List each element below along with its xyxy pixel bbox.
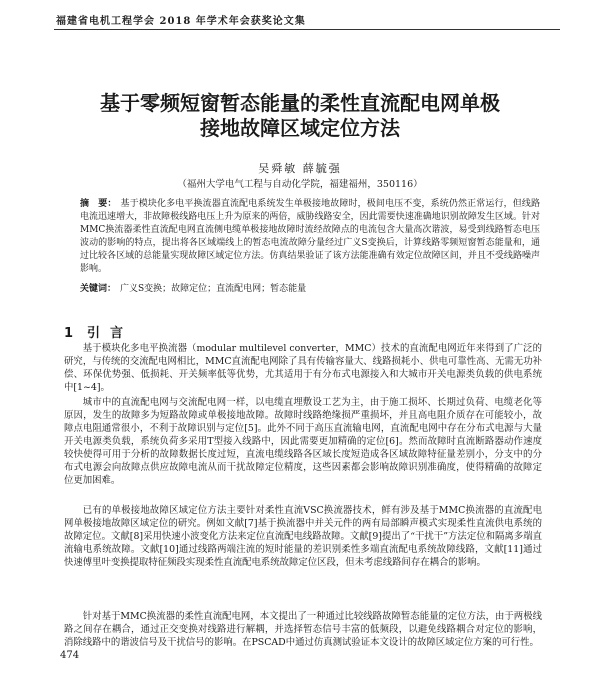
affiliation: （福州大学电气工程与自动化学院，福建福州，350116） (177, 179, 423, 190)
body-paragraph-3: 已有的单极接地故障区域定位方法主要针对柔性直流VSC换流器技术，鲜有涉及基于MMC换流器的直流配电网单极接地故障区域定位的研究。例如文献[7]基于换流器中并关元件的两有局部瞬声模式实现柔性直流供电系统的故障定位。文献[8]采用快速小波变化方法来定位直流配电线路故障。文献[9]提出了“干扰干”方法定位和隔离多端直流输电系统故障。文献[10]通过线路两端注流的短时能量的差识别柔性多端直流配电系统故障线路，文献[11]通过快速傅里叶变换提取特征频段实现柔性直流配电系统故障定位区段，但未考虑线路间存在耦合的影响。 (64, 505, 542, 568)
title-line-1: 基于零频短窗暂态能量的柔性直流配电网单极 (100, 91, 500, 115)
body-paragraph-1: 基于模块化多电平换流器（modular multilevel converter，MMC）技术的直流配电网近年来得到了广泛的研究，与传统的交流配电网相比，MMC直流配电网除了具有传输容量大、线路损耗小、供电可靠性高、无需无功补偿、环保优势强、低损耗、开关频率低等优势，尤其适用于有分布式电源接入和大城市开关电源类负载的供电系统中[1~4]。 (64, 343, 542, 393)
section-title: 引言 (87, 326, 134, 341)
running-header: 福建省电机工程学会 2018 年学术年会获奖论文集 (56, 16, 306, 27)
keywords (80, 283, 540, 295)
page-number: 474 (60, 650, 80, 661)
title-line-2: 接地故障区域定位方法 (200, 116, 400, 140)
paper-title (0, 91, 600, 141)
abstract-label: 摘 要： (80, 199, 117, 209)
body-paragraph-2: 城市中的直流配电网与交流配电网一样，以电缆直埋敷设工艺为主，由于施工损坏、长期过负荷、电缆老化等原因，发生的故障多为短路故障或单极接地故障。故障时线路绝缘损严重损坏，并且高电阻介质存在可能较小，故障点电阻通常很小，不利于故障识别与定位[5]。此外不同于高压直流输电网，直流配电网中存在分布式电源与大量开关电源类负载，系统负荷多采用T型接入线路中，因此需要更加精确的定位[6]。然而故障时直流断路器动作速度较快使得可用于分析的故障数据长度过短，直流电缆线路各区域长度短造成各区域故障特征量差别小，分支中的分布式电源会向故障点供应故障电流从而干扰故障定位精度，这些因素都会影响故障识别准确度，使得精确的故障定位更加困难。 (64, 397, 542, 486)
abstract-text: 基于模块化多电平换流器直流配电系统发生单极接地故障时，极间电压不变，系统仍然正常运行，但线路电流迅速增大，非故障极线路电压上升为原来的两倍，威胁线路安全，因此需要快速准确地识别故障发生区域。针对MMC换流器柔性直流配电网直流侧电缆单极接地故障时流经故障点的电流包含大量高次谐波，易受到线路暂态电压波动的影响的特点，提出将各区域端线上的暂态电流故障分量经过广义S变换后，计算线路零频短窗暂态能量和，通过比较各区域的总能量实现故障区域定位方法。仿真结果验证了该方法能准确有效定位故障区间，并且不受线路噪声影响。 (80, 199, 540, 274)
section-number: 1 (64, 326, 74, 341)
header-rule (54, 29, 560, 30)
keywords-label: 关键词： (80, 284, 117, 294)
keywords-text: 广义S变换；故障定位；直流配电网；暂态能量 (120, 284, 307, 294)
authors: 吴舜敏 薛毓强 (258, 162, 342, 175)
abstract (80, 198, 540, 276)
section-heading (64, 322, 133, 341)
body-paragraph-4: 针对基于MMC换流器的柔性直流配电网，本文提出了一种通过比较线路故障暂态能量的定位方法，由于两极线路之间存在耦合，通过正交变换对线路进行解耦，并选择暂态信号丰富的低频段，以避免线路耦合对定位的影响，消除线路中的谐波信号及干扰信号的影响。在PSCAD中通过仿真测试验证本文设计的故障区域定位方案的可行性。 (64, 611, 542, 648)
